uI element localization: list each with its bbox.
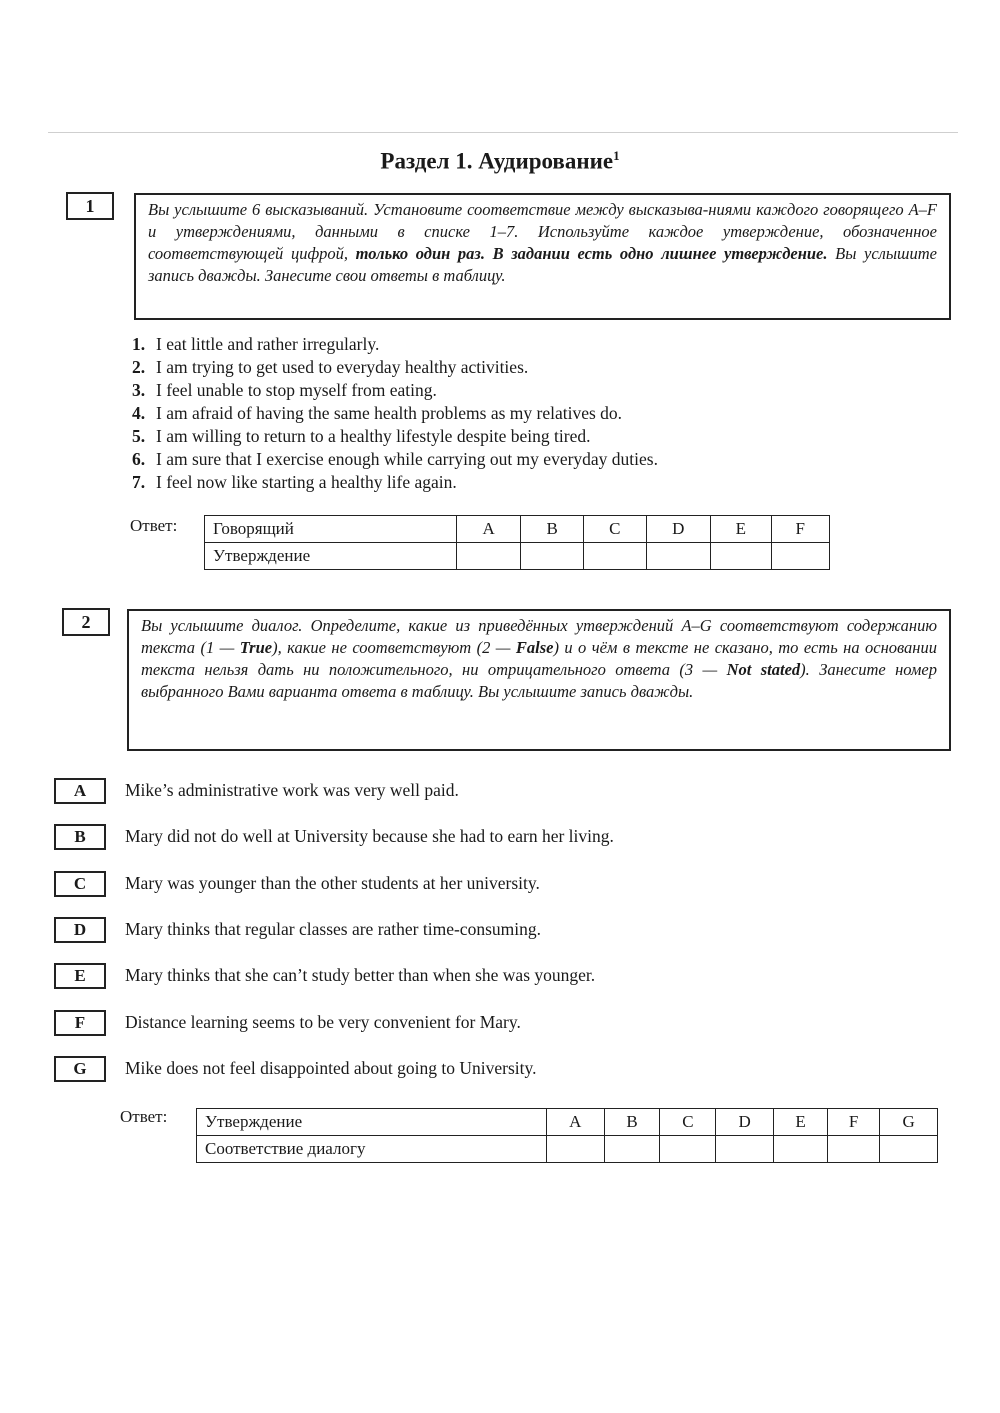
table-column-head: A <box>456 516 521 543</box>
answer-cell[interactable] <box>774 1136 828 1163</box>
table-row-head: Говорящий <box>205 516 457 543</box>
instruction-fragment: ). <box>800 660 820 679</box>
table-column-head: B <box>604 1109 660 1136</box>
statement-text: I feel unable to stop myself from eating. <box>156 380 437 400</box>
answer-cell[interactable] <box>660 1136 716 1163</box>
statement-text: Mike’s administrative work was very well paid. <box>125 780 459 800</box>
statement-number: 4. <box>132 403 146 423</box>
table-column-head: F <box>771 516 829 543</box>
footnote-mark: 1 <box>613 148 620 163</box>
statement-number: 6. <box>132 449 146 469</box>
table-column-head: D <box>716 1109 774 1136</box>
instruction-fragment: Вы услышите 6 высказываний. Установите соответствие между высказыва-ниями каждого говорящего A–F и утверждениями, данными в списке 1–7. Используйте каждое утверждение, обозначенное соответствующей цифрой, <box>148 200 937 263</box>
statement-letter-box: D <box>54 917 106 943</box>
statement-item <box>132 379 892 402</box>
answer-cell[interactable] <box>604 1136 660 1163</box>
instruction-fragment: False <box>515 638 554 657</box>
statement-text: I eat little and rather irregularly. <box>156 334 380 354</box>
instruction-fragment: ) и о чём в тексте не сказано, то есть на основании текста нельзя дать ни положительного, ни отрицательного ответа (3 — <box>141 638 937 679</box>
instruction-fragment: Not stated <box>726 660 801 679</box>
statement-text: Mike does not feel disappointed about going to University. <box>125 1058 537 1078</box>
statement-text: Mary thinks that regular classes are rather time-consuming. <box>125 919 541 939</box>
statement-letter-box: E <box>54 963 106 989</box>
statement-text: I am afraid of having the same health problems as my relatives do. <box>156 403 623 423</box>
statement-text: Mary did not do well at University because she had to earn her living. <box>125 826 614 846</box>
table-column-head: E <box>774 1109 828 1136</box>
task-2-answer-label: Ответ: <box>120 1107 168 1126</box>
statement-item <box>132 356 892 379</box>
section-title <box>0 148 1000 175</box>
table-column-head: C <box>660 1109 716 1136</box>
instruction-fragment: Вы услышите диалог. Определите, какие из приведённых утверждений A–G соответствуют содержанию текста (1 — <box>141 616 937 657</box>
answer-cell[interactable] <box>716 1136 774 1163</box>
answer-cell[interactable] <box>521 543 584 570</box>
task-1-answer-table <box>204 515 830 570</box>
statement-text: Mary was younger than the other students at her university. <box>125 873 540 893</box>
table-column-head: D <box>646 516 711 543</box>
task-1-statements <box>132 333 892 494</box>
statement-item <box>132 448 892 471</box>
table-column-head: C <box>583 516 646 543</box>
answer-cell[interactable] <box>880 1136 938 1163</box>
statement-letter-box: F <box>54 1010 106 1036</box>
statement-number: 1. <box>132 334 146 354</box>
table-column-head: G <box>880 1109 938 1136</box>
section-title-text: Раздел 1. Аудирование <box>380 148 614 174</box>
statement-number: 3. <box>132 380 146 400</box>
statement-number: 7. <box>132 472 146 492</box>
statement-text: Distance learning seems to be very convenient for Mary. <box>125 1012 521 1032</box>
task-2-answer-table <box>196 1108 938 1163</box>
statement-text: Mary thinks that she can’t study better than when she was younger. <box>125 965 596 985</box>
task-1-number: 1 <box>66 192 114 220</box>
instruction-fragment: только один раз. В задании есть одно лишнее утверждение. <box>355 244 828 263</box>
instruction-fragment: ), какие не соответствуют (2 — <box>272 638 516 657</box>
answer-cell[interactable] <box>546 1136 604 1163</box>
statement-letter-box: G <box>54 1056 106 1082</box>
table-row-head: Утверждение <box>205 543 457 570</box>
statement-text: I am willing to return to a healthy lifestyle despite being tired. <box>156 426 591 446</box>
statement-text: I am sure that I exercise enough while carrying out my everyday duties. <box>156 449 658 469</box>
statement-item <box>132 402 892 425</box>
statement-letter-box: B <box>54 824 106 850</box>
table-row-head: Соответствие диалогу <box>197 1136 547 1163</box>
top-divider <box>48 132 958 133</box>
task-1-answer-label: Ответ: <box>130 516 178 535</box>
statement-letter-box: A <box>54 778 106 804</box>
answer-cell[interactable] <box>583 543 646 570</box>
answer-cell[interactable] <box>828 1136 880 1163</box>
task-2-instructions <box>127 609 951 751</box>
answer-cell[interactable] <box>456 543 521 570</box>
instruction-fragment: Занесите номер выбранного Вами варианта ответа в таблицу. Вы услышите запись дважды. <box>141 660 938 701</box>
instruction-fragment: True <box>239 638 273 657</box>
answer-cell[interactable] <box>711 543 771 570</box>
statement-item <box>132 471 892 494</box>
statement-number: 2. <box>132 357 146 377</box>
statement-text: I feel now like starting a healthy life again. <box>156 472 457 492</box>
statement-letter-box: C <box>54 871 106 897</box>
statement-number: 5. <box>132 426 146 446</box>
instruction-fragment: Вы услышите запись дважды. Занесите свои ответы в таблицу. <box>148 244 937 285</box>
statement-text: I am trying to get used to everyday healthy activities. <box>156 357 529 377</box>
table-column-head: F <box>828 1109 880 1136</box>
task-1-instructions <box>134 193 951 320</box>
table-row-head: Утверждение <box>197 1109 547 1136</box>
answer-cell[interactable] <box>771 543 829 570</box>
statement-item <box>132 333 892 356</box>
table-column-head: B <box>521 516 584 543</box>
table-column-head: E <box>711 516 771 543</box>
table-column-head: A <box>546 1109 604 1136</box>
answer-cell[interactable] <box>646 543 711 570</box>
task-2-number: 2 <box>62 608 110 636</box>
statement-item <box>132 425 892 448</box>
